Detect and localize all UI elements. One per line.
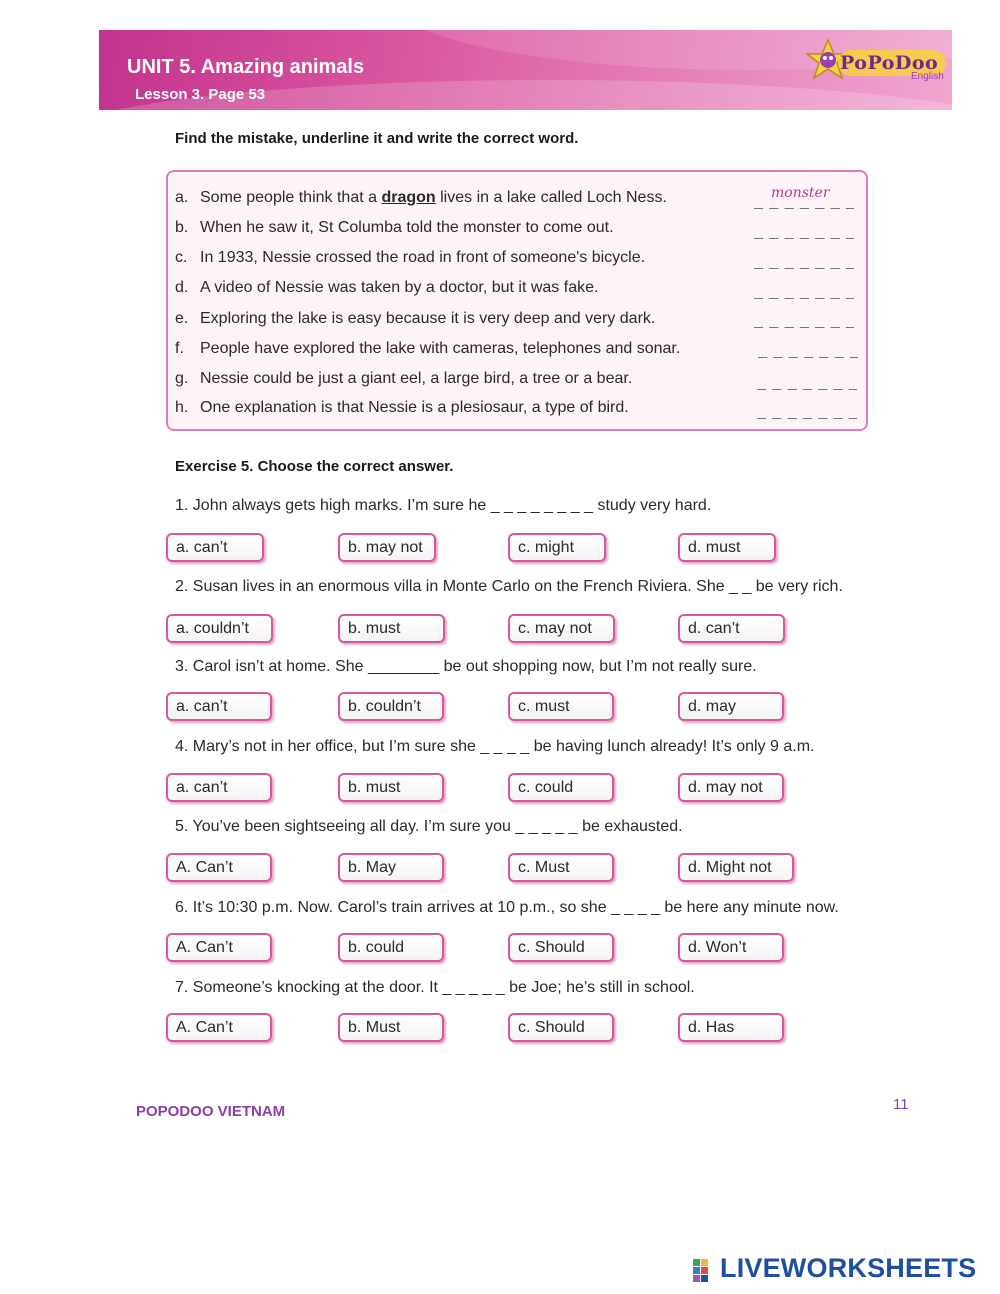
q4-option-d[interactable]: d. may not [678, 773, 784, 802]
q3-option-b[interactable]: b. couldn’t [338, 692, 444, 721]
q4-option-c[interactable]: c. could [508, 773, 614, 802]
q1-option-c[interactable]: c. might [508, 533, 606, 562]
answer-input-g[interactable] [755, 372, 859, 394]
q2-option-d[interactable]: d. can’t [678, 614, 785, 643]
mistake-item-b: b. When he saw it, St Columba told the monster to come out. [175, 219, 614, 236]
q6-option-c[interactable]: c. Should [508, 933, 614, 962]
mistake-item-e: e. Exploring the lake is easy because it is very deep and very dark. [175, 310, 656, 327]
exercise5-title: Exercise 5. Choose the correct answer. [175, 458, 454, 475]
answer-input-b[interactable] [752, 221, 856, 243]
answer-input-h[interactable] [755, 401, 859, 423]
q7-option-d[interactable]: d. Has [678, 1013, 784, 1042]
answer-input-c[interactable] [752, 251, 856, 273]
mistake-item-g: g. Nessie could be just a giant eel, a large bird, a tree or a bear. [175, 370, 633, 387]
lesson-title: Lesson 3. Page 53 [135, 86, 266, 103]
q2-option-c[interactable]: c. may not [508, 614, 615, 643]
answer-input-d[interactable] [752, 281, 856, 303]
item-letter: a. [175, 189, 189, 206]
q5-option-b[interactable]: b. May [338, 853, 444, 882]
q5-option-a[interactable]: A. Can’t [166, 853, 272, 882]
mistake-item-a: a. Some people think that a dragon lives in a lake called Loch Ness. [175, 189, 667, 206]
q2-option-a[interactable]: a. couldn’t [166, 614, 273, 643]
q3-option-d[interactable]: d. may [678, 692, 784, 721]
answer-input-a[interactable] [752, 191, 856, 213]
q1-option-a[interactable]: a. can’t [166, 533, 264, 562]
q5-option-d[interactable]: d. Might not [678, 853, 794, 882]
q5-option-c[interactable]: c. Must [508, 853, 614, 882]
answer-input-e[interactable] [752, 310, 856, 332]
mistake-item-c: c. In 1933, Nessie crossed the road in front of someone's bicycle. [175, 249, 646, 266]
question-4: 4. Mary’s not in her office, but I’m sure she _ _ _ _ be having lunch already! It’s only 9 a.m. [175, 738, 815, 755]
q7-option-a[interactable]: A. Can’t [166, 1013, 272, 1042]
question-2: 2. Susan lives in an enormous villa in Monte Carlo on the French Riviera. She _ _ be very rich. [175, 578, 843, 595]
logo-text: PoPoDoo [840, 52, 939, 74]
underlined-mistake: dragon [381, 189, 436, 206]
question-1: 1. John always gets high marks. I’m sure he _ _ _ _ _ _ _ _ study very hard. [175, 497, 712, 514]
page-number: 11 [893, 1096, 909, 1113]
answer-a: monster [771, 185, 830, 201]
q4-option-a[interactable]: a. can’t [166, 773, 272, 802]
q3-option-a[interactable]: a. can’t [166, 692, 272, 721]
q6-option-b[interactable]: b. could [338, 933, 444, 962]
part1-instruction: Find the mistake, underline it and write the correct word. [175, 130, 579, 147]
question-7: 7. Someone’s knocking at the door. It _ _ _ _ _ be Joe; he’s still in school. [175, 979, 695, 996]
unit-title: UNIT 5. Amazing animals [127, 56, 365, 78]
footer-brand: POPODOO VIETNAM [136, 1103, 286, 1120]
logo-subtext: English [911, 71, 944, 82]
liveworksheets-brand: LIVEWORKSHEETS [720, 1253, 977, 1283]
mistake-item-f: f. People have explored the lake with cameras, telephones and sonar. [175, 340, 681, 357]
q3-option-c[interactable]: c. must [508, 692, 614, 721]
mistake-item-h: h. One explanation is that Nessie is a plesiosaur, a type of bird. [175, 399, 629, 416]
question-6: 6. It’s 10:30 p.m. Now. Carol’s train arrives at 10 p.m., so she _ _ _ _ be here any minute now. [175, 899, 839, 916]
q1-option-b[interactable]: b. may not [338, 533, 436, 562]
q7-option-c[interactable]: c. Should [508, 1013, 614, 1042]
q7-option-b[interactable]: b. Must [338, 1013, 444, 1042]
q6-option-d[interactable]: d. Won’t [678, 933, 784, 962]
question-5: 5. You’ve been sightseeing all day. I’m sure you _ _ _ _ _ be exhausted. [175, 818, 683, 835]
q6-option-a[interactable]: A. Can’t [166, 933, 272, 962]
q4-option-b[interactable]: b. must [338, 773, 444, 802]
answer-input-f[interactable] [756, 340, 860, 362]
q1-option-d[interactable]: d. must [678, 533, 776, 562]
liveworksheets-logo-icon [693, 1259, 717, 1283]
question-3: 3. Carol isn’t at home. She ________ be out shopping now, but I’m not really sure. [175, 658, 757, 675]
q2-option-b[interactable]: b. must [338, 614, 445, 643]
mistake-item-d: d. A video of Nessie was taken by a doctor, but it was fake. [175, 279, 599, 296]
